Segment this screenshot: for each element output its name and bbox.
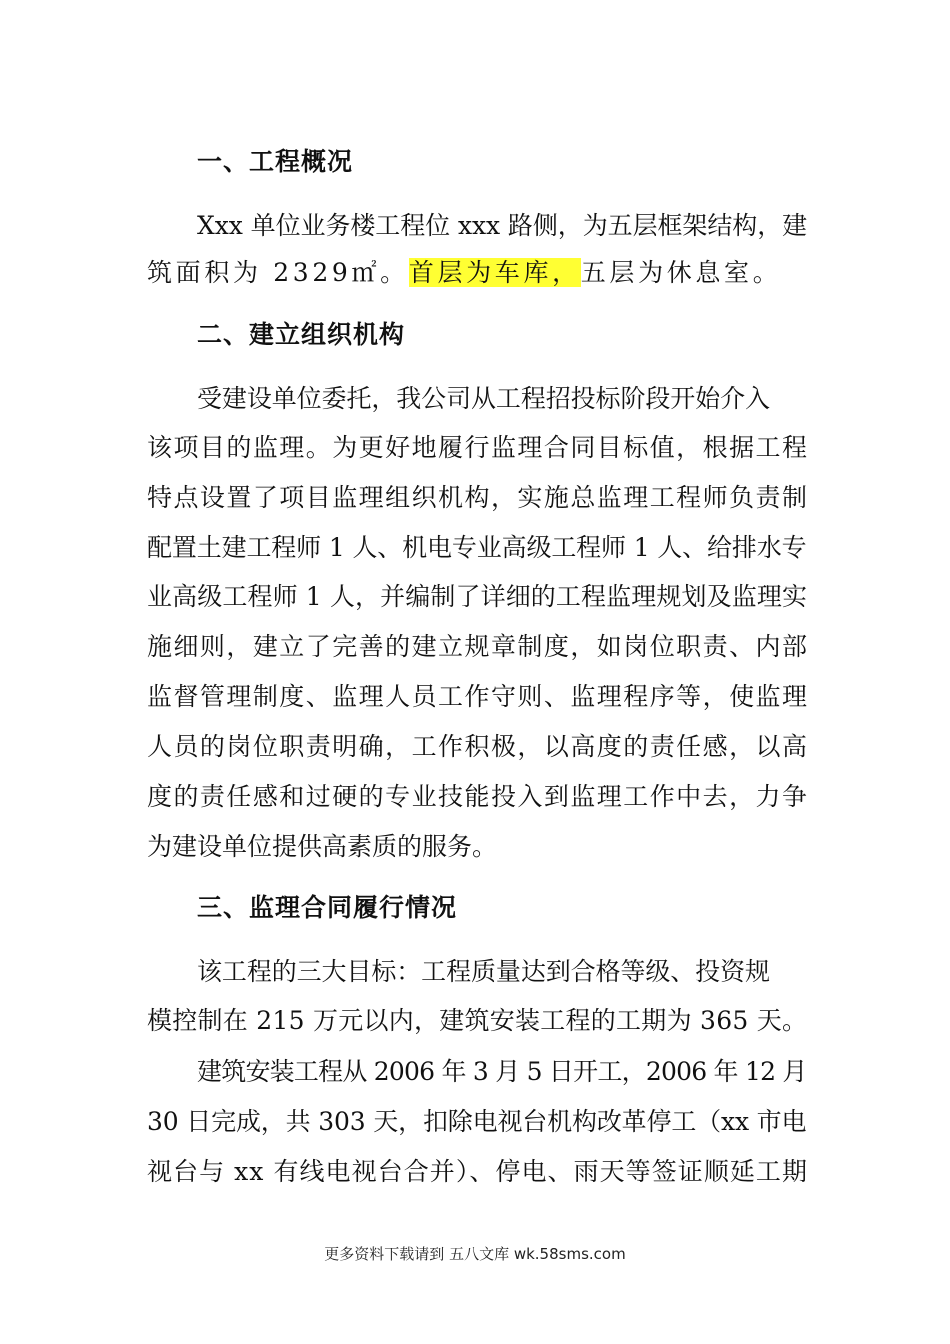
- text-span: 五层为休息室。: [580, 258, 782, 287]
- paragraph-line: 模控制在 215 万元以内，建筑安装工程的工期为 365 天。: [147, 1006, 808, 1035]
- paragraph-line: 视台与 xx 有线电视台合并）、停电、雨天等签证顺延工期: [147, 1157, 809, 1186]
- paragraph-line: 配置土建工程师 1 人、机电专业高级工程师 1 人、给排水专: [147, 533, 807, 562]
- highlighted-text: 首层为车库，: [408, 258, 581, 287]
- paragraph-line: 为建设单位提供高素质的服务。: [147, 832, 498, 861]
- paragraph-line: 施细则，建立了完善的建立规章制度，如岗位职责、内部: [147, 632, 809, 661]
- text-span: 筑面积为 2329㎡。: [147, 258, 409, 287]
- page-footer: 更多资料下载请到 五八文库 wk.58sms.com: [324, 1245, 626, 1263]
- paragraph-line: 该项目的监理。为更好地履行监理合同目标值，根据工程: [147, 433, 809, 462]
- paragraph-line: 人员的岗位职责明确，工作积极，以高度的责任感，以高: [147, 732, 809, 761]
- paragraph-line: 该工程的三大目标：工程质量达到合格等级、投资规: [197, 957, 770, 986]
- section-heading-overview: 一、工程概况: [197, 147, 354, 176]
- paragraph-line: 度的责任感和过硬的专业技能投入到监理工作中去，力争: [147, 782, 809, 811]
- section-heading-contract: 三、监理合同履行情况: [197, 893, 458, 922]
- paragraph-line: 监督管理制度、监理人员工作守则、监理程序等，使监理: [147, 682, 809, 711]
- paragraph-line: Xxx 单位业务楼工程位 xxx 路侧，为五层框架结构，建: [197, 211, 808, 240]
- paragraph-line: [147, 258, 807, 288]
- paragraph-line: 业高级工程师 1 人，并编制了详细的工程监理规划及监理实: [147, 582, 808, 611]
- paragraph-line: 30 日完成，共 303 天，扣除电视台机构改革停工（xx 市电: [147, 1107, 807, 1136]
- paragraph-line: 建筑安装工程从 2006 年 3 月 5 日开工，2006 年 12 月: [197, 1057, 807, 1086]
- paragraph-line: 特点设置了项目监理组织机构，实施总监理工程师负责制: [147, 483, 809, 512]
- paragraph-line: 受建设单位委托，我公司从工程招投标阶段开始介入: [197, 384, 770, 413]
- section-heading-organization: 二、建立组织机构: [197, 320, 406, 349]
